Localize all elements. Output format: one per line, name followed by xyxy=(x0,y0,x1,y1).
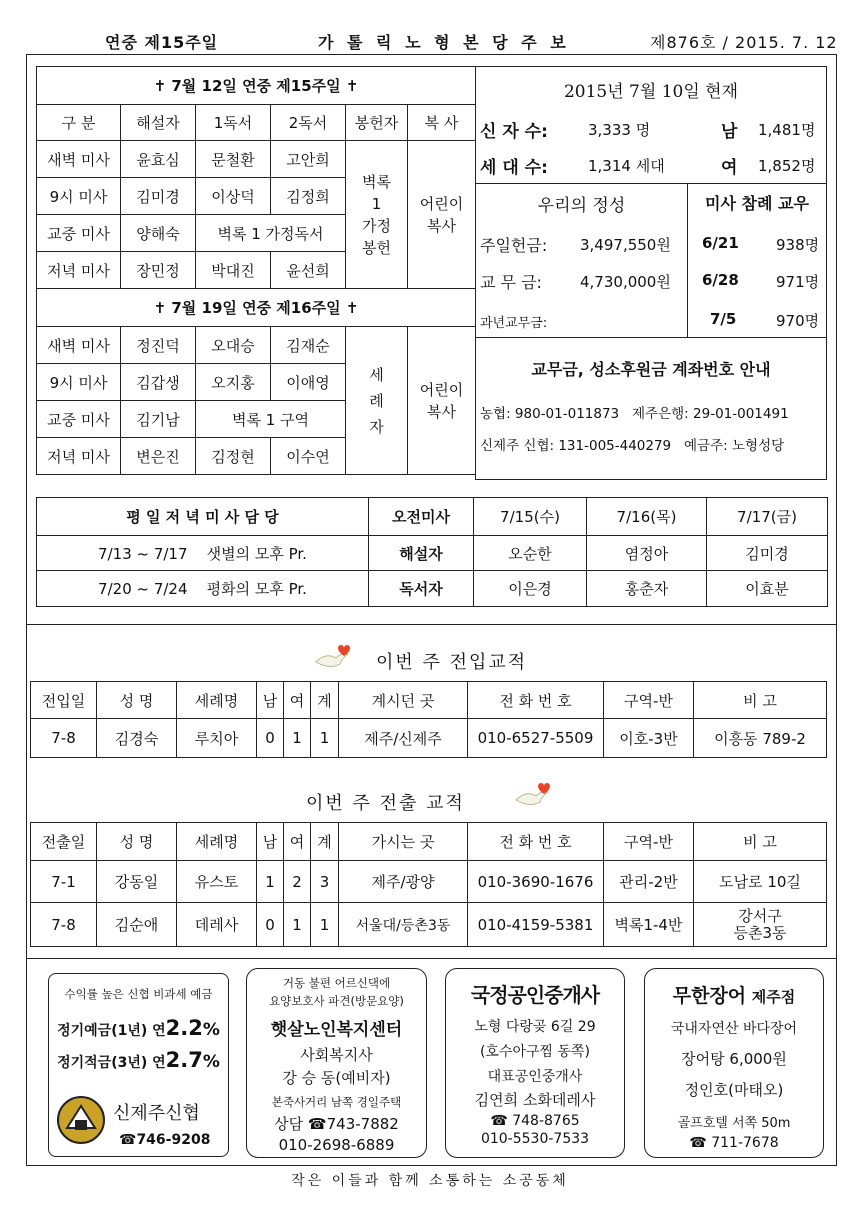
ad-line: 정인호(마태오) xyxy=(684,1081,784,1099)
weekday-mass-table xyxy=(36,497,828,607)
period: 7/13 ~ 7/17 xyxy=(98,544,188,563)
ad-line: 골프호텔 서쪽 50m xyxy=(677,1116,791,1131)
ad-line: 010-5530-7533 xyxy=(480,1131,590,1147)
col-header: 구역-반 xyxy=(604,823,694,861)
cell: 제주/광양 xyxy=(339,861,468,903)
mass-name: 새벽 미사 xyxy=(37,141,121,178)
cell: 김미경 xyxy=(707,536,828,571)
cell: 김정희 xyxy=(271,178,346,215)
cell: 강서구 등촌3동 xyxy=(694,903,827,947)
ad-line: 본죽사거리 남쪽 경일주택 xyxy=(271,1095,402,1109)
percent: % xyxy=(202,1020,220,1040)
cell: 벽록 1 가정독서 xyxy=(196,215,346,252)
divider xyxy=(476,183,826,184)
mass-name: 새벽 미사 xyxy=(37,327,121,364)
col-header: 해설자 xyxy=(121,105,196,141)
ad-line: 국내자연산 바다장어 xyxy=(670,1021,798,1037)
cell: 양해숙 xyxy=(121,215,196,252)
cell: 장민정 xyxy=(121,252,196,289)
col-header: 남 xyxy=(257,682,284,719)
dues-value: 4,730,000원 xyxy=(580,273,671,291)
ad-line: 대표공인중개사 xyxy=(487,1069,583,1085)
col-header: 1독서 xyxy=(196,105,271,141)
cell: 도남로 10길 xyxy=(694,861,827,903)
account-line2: 신제주 신협: 131-005-440279 예금주: 노형성당 xyxy=(480,438,785,454)
ad-line: ☎ 748-8765 xyxy=(490,1113,580,1129)
ad-line xyxy=(645,981,823,1008)
col-header: 구 분 xyxy=(37,105,121,141)
cell: 루치아 xyxy=(177,719,257,758)
care-center-name: 햇살노인복지센터 xyxy=(270,1020,403,1040)
attendance-date: 6/28 xyxy=(702,271,739,289)
credit-union-name: 신제주신협 xyxy=(113,1103,200,1124)
male-value: 1,481명 xyxy=(758,121,816,139)
weekday-date: 7/15(수) xyxy=(474,498,587,536)
cell: 윤선희 xyxy=(271,252,346,289)
dove-icon xyxy=(512,780,552,810)
group: 평화의 모후 Pr. xyxy=(206,580,307,598)
divider xyxy=(27,958,836,959)
cell: 7-1 xyxy=(31,861,97,903)
attendance-date: 7/5 xyxy=(710,310,737,328)
mass-name: 9시 미사 xyxy=(37,178,121,215)
mass-name: 9시 미사 xyxy=(37,364,121,401)
cell: 1 xyxy=(284,903,311,947)
cell: 이수연 xyxy=(271,438,346,475)
col-header: 여 xyxy=(284,682,311,719)
deposit-label: 정기예금(1년) 연 xyxy=(57,1023,166,1039)
weekday-date: 7/17(금) xyxy=(707,498,828,536)
col-header: 전입일 xyxy=(31,682,97,719)
cell: 유스토 xyxy=(177,861,257,903)
cell: 이흥동 789-2 xyxy=(694,719,827,758)
server-cell: 어린이 복사 xyxy=(408,141,476,289)
ad-line: 상담 ☎743-7882 xyxy=(274,1115,399,1133)
offering-title: 우리의 정성 xyxy=(537,196,626,216)
cell: 변은진 xyxy=(121,438,196,475)
cell: 벽록1-4반 xyxy=(604,903,694,947)
cell: 김미경 xyxy=(121,178,196,215)
cell: 2 xyxy=(284,861,311,903)
mass-name: 교중 미사 xyxy=(37,401,121,438)
weekday-row-info xyxy=(37,536,369,571)
col-header: 남 xyxy=(257,823,284,861)
col-header: 여 xyxy=(284,823,311,861)
col-header: 가시는 곳 xyxy=(339,823,468,861)
cell: 7-8 xyxy=(31,903,97,947)
cell: 010-4159-5381 xyxy=(468,903,604,947)
col-header: 전출일 xyxy=(31,823,97,861)
female-value: 1,852명 xyxy=(758,157,816,175)
col-header: 성 명 xyxy=(97,823,177,861)
dues-label: 교 무 금: xyxy=(480,273,542,292)
cell: 김순애 xyxy=(97,903,177,947)
cell: 3 xyxy=(311,861,339,903)
col-header: 2독서 xyxy=(271,105,346,141)
account-line1: 농협: 980-01-011873 제주은행: 29-01-001491 xyxy=(480,406,789,422)
offering-cell: 세 례 자 xyxy=(346,327,408,475)
attendance-count: 970명 xyxy=(776,312,820,330)
female-label: 여 xyxy=(721,158,738,178)
cell: 1 xyxy=(284,719,311,758)
ad-line: 010-2698-6889 xyxy=(278,1136,395,1154)
divider xyxy=(476,337,826,338)
ad-line: 장어탕 6,000원 xyxy=(681,1050,787,1068)
cell: 정진덕 xyxy=(121,327,196,364)
col-header: 계 xyxy=(311,823,339,861)
ad-line xyxy=(49,1016,228,1040)
mass-schedule-table xyxy=(36,66,476,475)
col-header: 봉헌자 xyxy=(346,105,408,141)
ad-line: 강 승 동(예비자) xyxy=(282,1069,391,1087)
cell: 이효분 xyxy=(707,571,828,607)
ad-eel-restaurant xyxy=(644,968,824,1158)
col-header: 복 사 xyxy=(408,105,476,141)
col-header: 구역-반 xyxy=(604,682,694,719)
cell: 강동일 xyxy=(97,861,177,903)
cell: 김경숙 xyxy=(97,719,177,758)
period: 7/20 ~ 7/24 xyxy=(98,580,188,598)
ad-line: ☎ 711-7678 xyxy=(689,1135,779,1151)
weekday-row-info xyxy=(37,571,369,607)
ad-credit-union xyxy=(48,973,229,1157)
eel-branch: 제주점 xyxy=(751,988,796,1006)
col-header: 비 고 xyxy=(694,682,827,719)
schedule1-title: ✝ 7월 12일 연중 제15주일 ✝ xyxy=(37,67,476,105)
cell: 1 xyxy=(257,861,284,903)
ad-line: 김연희 소화데레사 xyxy=(474,1091,596,1109)
cell: 010-6527-5509 xyxy=(468,719,604,758)
morning-mass-label: 오전미사 xyxy=(369,498,474,536)
col-header: 전 화 번 호 xyxy=(468,823,604,861)
ad-line: 거동 불편 어르신댁에 xyxy=(282,976,391,990)
role: 독서자 xyxy=(369,571,474,607)
transfer-in-title: 이번 주 전입교적 xyxy=(376,652,528,673)
weekday-title: 평 일 저 녁 미 사 담 당 xyxy=(37,498,369,536)
cell: 0 xyxy=(257,903,284,947)
schedule2-title: ✝ 7월 19일 연중 제16주일 ✝ xyxy=(37,289,476,327)
cell: 010-3690-1676 xyxy=(468,861,604,903)
deposit-rate: 2.2 xyxy=(165,1016,203,1040)
attendance-date: 6/21 xyxy=(702,234,739,252)
account-title: 교무금, 성소후원금 계좌번호 안내 xyxy=(531,360,771,379)
ad-line: (호수아구찜 동쪽) xyxy=(479,1044,591,1060)
col-header: 세례명 xyxy=(177,823,257,861)
mass-name: 교중 미사 xyxy=(37,215,121,252)
header-left: 연중 제15주일 xyxy=(105,33,219,52)
past-dues-label: 과년교무금: xyxy=(480,316,548,331)
sunday-label: 주일헌금: xyxy=(480,236,548,255)
attendance-count: 938명 xyxy=(776,236,820,254)
role: 해설자 xyxy=(369,536,474,571)
weekday-date: 7/16(목) xyxy=(587,498,707,536)
credit-union-logo-icon xyxy=(55,1094,107,1146)
cell: 김갑생 xyxy=(121,364,196,401)
dove-icon xyxy=(312,642,352,672)
cell: 관리-2반 xyxy=(604,861,694,903)
header-title: 가 톨 릭 노 형 본 당 주 보 xyxy=(318,33,570,52)
header-issue: 제876호 / 2015. 7. 12 xyxy=(650,33,838,52)
cell: 이애영 xyxy=(271,364,346,401)
transfer-out-table xyxy=(30,822,827,947)
cell: 이호-3반 xyxy=(604,719,694,758)
households-value: 1,314 세대 xyxy=(588,157,665,175)
male-label: 남 xyxy=(721,122,738,142)
cell: 1 xyxy=(311,719,339,758)
mass-name: 저녁 미사 xyxy=(37,252,121,289)
cell: 박대진 xyxy=(196,252,271,289)
cell: 김정현 xyxy=(196,438,271,475)
ad-care-center xyxy=(246,968,427,1158)
cell: 이은경 xyxy=(474,571,587,607)
cell: 홍춘자 xyxy=(587,571,707,607)
group: 샛별의 모후 Pr. xyxy=(206,544,307,563)
credit-union-phone: ☎746-9208 xyxy=(119,1132,211,1148)
cell: 데레사 xyxy=(177,903,257,947)
households-label: 세 대 수: xyxy=(480,158,548,178)
ad-realty xyxy=(445,968,625,1158)
savings-rate: 2.7 xyxy=(165,1048,203,1072)
eel-name: 무한장어 xyxy=(672,985,747,1007)
cell: 1 xyxy=(311,903,339,947)
stats-panel xyxy=(475,66,827,480)
believers-value: 3,333 명 xyxy=(588,121,651,139)
col-header: 성 명 xyxy=(97,682,177,719)
percent: % xyxy=(202,1052,220,1072)
cell: 김기남 xyxy=(121,401,196,438)
footer-slogan: 작은 이들과 함께 소통하는 소공동체 xyxy=(291,1173,569,1189)
cell: 오대승 xyxy=(196,327,271,364)
ad-line xyxy=(49,1048,228,1072)
cell: 7-8 xyxy=(31,719,97,758)
cell: 고안희 xyxy=(271,141,346,178)
cell: 이상덕 xyxy=(196,178,271,215)
ad-line: 수익률 높은 신협 비과세 예금 xyxy=(64,987,213,1001)
cell: 김재순 xyxy=(271,327,346,364)
cell: 제주/신제주 xyxy=(339,719,468,758)
server-cell: 어린이 복사 xyxy=(408,327,476,475)
col-header: 계시던 곳 xyxy=(339,682,468,719)
cell: 문철환 xyxy=(196,141,271,178)
stats-title: 2015년 7월 10일 현재 xyxy=(563,82,739,102)
cell: 윤효심 xyxy=(121,141,196,178)
col-header: 비 고 xyxy=(694,823,827,861)
sunday-value: 3,497,550원 xyxy=(580,236,671,254)
col-header: 계 xyxy=(311,682,339,719)
offering-cell: 벽록 1 가정 봉헌 xyxy=(346,141,408,289)
mass-name: 저녁 미사 xyxy=(37,438,121,475)
realty-name: 국정공인중개사 xyxy=(470,983,600,1007)
transfer-out-title: 이번 주 전출 교적 xyxy=(306,793,465,814)
cell: 오지홍 xyxy=(196,364,271,401)
divider xyxy=(27,624,836,625)
ad-line: 노형 다랑곶 6길 29 xyxy=(474,1019,596,1035)
cell: 0 xyxy=(257,719,284,758)
col-header: 세례명 xyxy=(177,682,257,719)
transfer-in-table xyxy=(30,681,827,758)
ad-line: 요양보호사 파견(방문요양) xyxy=(269,994,404,1008)
savings-label: 정기적금(3년) 연 xyxy=(57,1055,166,1071)
attendance-count: 971명 xyxy=(776,273,820,291)
attendance-title: 미사 참례 교우 xyxy=(705,194,809,213)
ad-line: 사회복지사 xyxy=(300,1046,373,1064)
cell: 염정아 xyxy=(587,536,707,571)
cell: 서울대/등촌3동 xyxy=(339,903,468,947)
col-header: 전 화 번 호 xyxy=(468,682,604,719)
cell: 오순한 xyxy=(474,536,587,571)
cell: 벽록 1 구역 xyxy=(196,401,346,438)
believers-label: 신 자 수: xyxy=(480,122,548,142)
